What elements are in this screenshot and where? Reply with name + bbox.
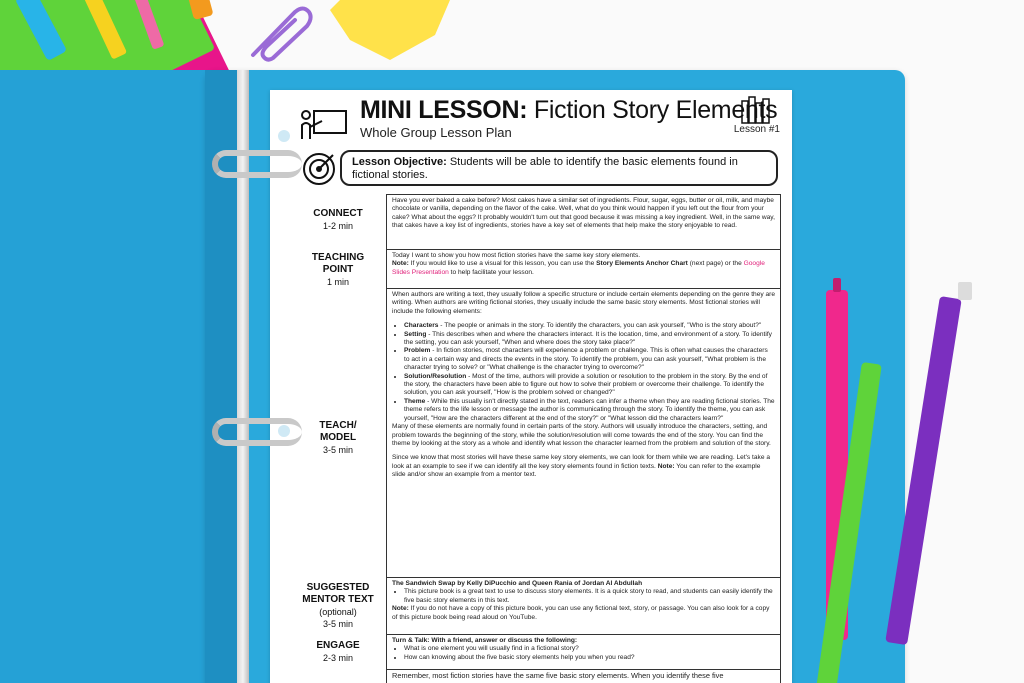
teaching-point-cell: Today I want to show you how most fiction stories have the same key story elements. Note: If you would like to use a visual for this lesson, you can use the Story Elements Anchor Chart (next page) or the Google Slides Presentation to help facilitate your lesson. [386, 249, 781, 289]
page-title: MINI LESSON: Fiction Story Elements [360, 96, 778, 124]
paperclip-icon [245, 0, 325, 70]
punch-hole [278, 130, 290, 142]
lesson-number: Lesson #1 [733, 124, 780, 135]
list-item: • How can knowing about the five basic story elements help you when you read? [404, 654, 775, 662]
books-icon [740, 95, 776, 125]
star-icon [320, 0, 450, 60]
engage-label: ENGAGE 2-3 min [316, 640, 360, 663]
engage-cell: Turn & Talk: With a friend, answer or discuss the following: • What is one element you will usually find in a fictional story? • How can knowing about the five basic story elements help you when you read? [386, 634, 781, 670]
list-item: • Theme - While this usually isn't directly stated in the text, readers can infer a theme when they are reading fictional stories. The theme refers to the life lesson or message the author is communicating through the story. To identify the theme, you can ask yourself, "How are the characters different at the end of the story?" or "What lesson did the characters learn?" [404, 398, 775, 423]
list-item: • Problem - In fiction stories, most characters will experience a problem or challenge. This is often what causes the characters to act in a certain way and directs the events in the story. To identify the problem, you can ask yourself, "What problem is the character trying to solve? or "What challenge is the character trying to overcome?" [404, 347, 775, 372]
pink-pencil-tip [833, 278, 841, 292]
binder-ring [212, 150, 302, 178]
list-item: • Setting - This describes when and where the characters interact. It is the location, time, and environment of a story. To identify the setting, you can ask yourself, "When and where does the story take place?" [404, 331, 775, 348]
purple-pencil-cap [958, 282, 972, 300]
lesson-plan-page [270, 90, 792, 683]
page-subtitle: Whole Group Lesson Plan [360, 125, 512, 140]
teaching-point-label: TEACHING POINT 1 min [311, 252, 365, 287]
teach-model-cell: When authors are writing a text, they usually follow a specific structure or include certain elements depending on the genre they are writing. When authors are writing fictional stories, they usually include the same basic story elements. Most fictional stories will include the following elements: • Characters - The people or animals in the story. To identify the characters, you can ask yourself, "Who is the story about?" • Setting - This describes when and where the characters interact. It is the location, time, and environment of a story. To identify the setting, you can ask yourself, "When and where does the story take place?" • Problem - In fiction stories, most characters will experience a problem or challenge. This is often what causes the characters to act in a certain way and directs the events in the story. To identify the problem, you can ask yourself, "What problem is the character trying to solve? or "What challenge is the character trying to overcome?" • Solution/Resolution - Most of the time, authors will provide a solution or resolution to the problem in the story. By the end of the story, the characters have been able to figure out how to solve their problem or overcome their challenge. To identify the solution, you can ask yourself, "How is the problem solved or changed?" • Theme - While this usually isn't directly stated in the text, readers can infer a theme when they are reading fictional stories. The theme refers to the life lesson or message the author is communicating through the story. To identify the theme, you can ask yourself, "How are the characters different at the end of the story?" or "What lesson did the characters learn?" Many of these elements are normally found in certain parts of the story. Authors will usually introduce the characters, setting, and problem towards the beginning of the story, while the solution/resolution will come towards the end of the story. You can find the theme by looking at the story as a whole and identify what lesson the character learned from the problem and solution of the story. Since we know that most stories will have these same key story elements, we can look for them while we are reading. Let's take a look at an example to see if we can identify all the key story elements found in fiction texts. Note: You can refer to the example slide and/or show an example from a mentor text. [386, 288, 781, 578]
story-elements-list [392, 322, 775, 423]
target-icon [302, 152, 336, 186]
connect-cell: Have you ever baked a cake before? Most cakes have a similar set of ingredients. Flour, sugar, eggs, butter or oil, milk, and maybe chocolate or vanilla, depending on the flavor of the cake. Well, what do you think would happen if you left out the flour from your cake? What about the eggs? It probably wouldn't turn out that good because it was missing a key ingredient. Well, in the same way, that cakes have a key list of ingredients, stories have a key set of elements that help make the story enjoyable to read. [386, 194, 781, 250]
mentor-text-label: SUGGESTED MENTOR TEXT (optional) 3-5 min [302, 582, 374, 629]
binder-left-cover [0, 70, 220, 683]
connect-label: CONNECT 1-2 min [313, 208, 363, 231]
lesson-objective-box: Lesson Objective: Students will be able to identify the basic elements found in fictional stories. [340, 150, 778, 186]
slides-link[interactable]: Google Slides Presentation [392, 260, 765, 276]
teach-model-label: TEACH/ MODEL 3-5 min [319, 420, 357, 455]
list-item: • Solution/Resolution - Most of the time, authors will provide a solution or resolution to the problem in the story. By the end of the story, the characters have been able to figure out how to solve their problem or overcome their challenge. To identify the solution, you can ask yourself, "How is the problem solved or changed?" [404, 373, 775, 398]
list-item: • This picture book is a great text to use to discuss story elements. It is a quick story to read, and students can easily identify the five basic story elements in this text. [404, 588, 775, 605]
list-item: • What is one element you will usually find in a fictional story? [404, 645, 775, 653]
closing-cell: Remember, most fiction stories have the same five basic story elements. When you identify these five [386, 669, 781, 683]
teacher-board-icon [300, 105, 350, 141]
list-item: • Characters - The people or animals in the story. To identify the characters, you can ask yourself, "Who is the story about?" [404, 322, 775, 330]
mentor-text-cell: The Sandwich Swap by Kelly DiPucchio and Queen Rania of Jordan Al Abdullah • This picture book is a great text to use to discuss story elements. It is a quick story to read, and students can easily identify the five basic story elements in this text. Note: If you do not have a copy of this picture book, you can use any fictional text, story, or passage. You can also look for a copy of this picture book being read aloud on YouTube. [386, 577, 781, 635]
binder-ring [212, 418, 302, 446]
